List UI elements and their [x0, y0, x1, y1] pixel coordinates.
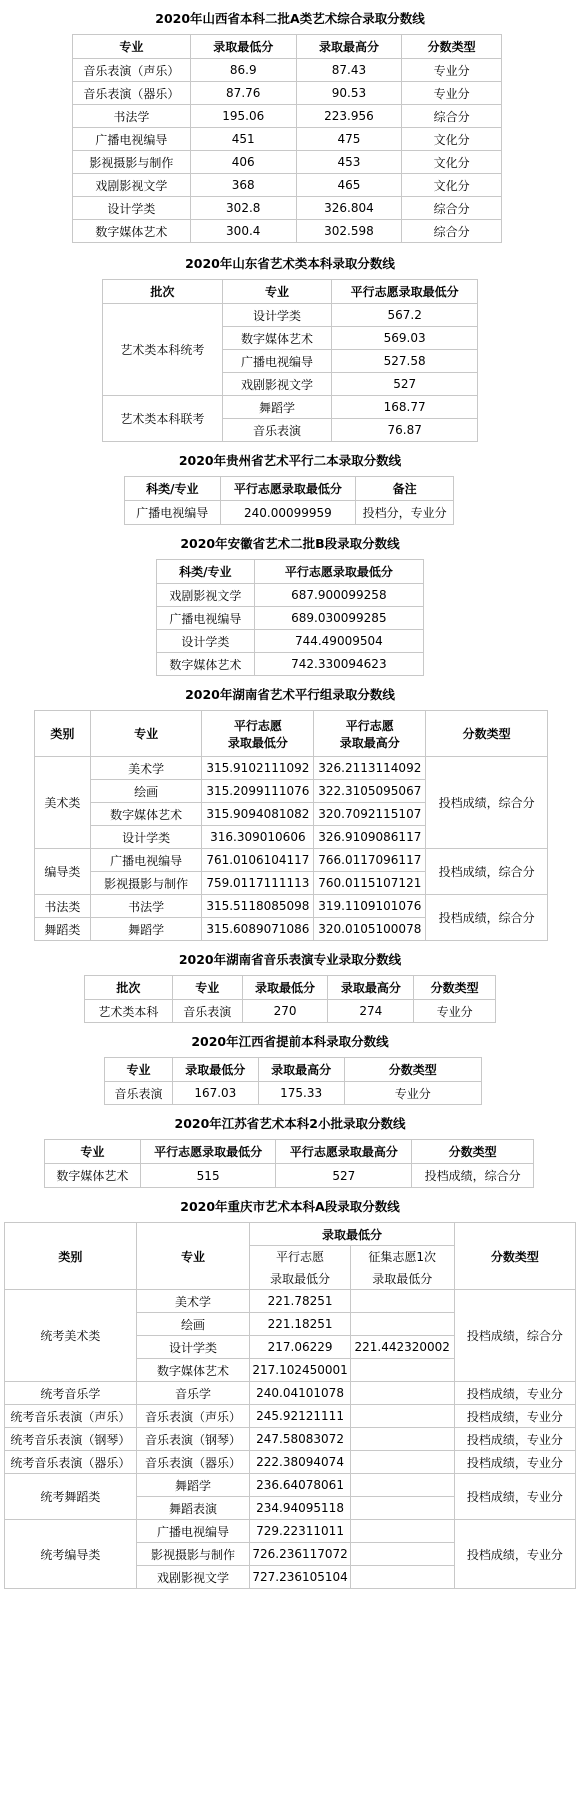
- cell: 音乐表演: [172, 1000, 242, 1023]
- table-row: [73, 151, 502, 174]
- cell: [350, 1382, 454, 1405]
- cell: 320.7092115107: [314, 803, 426, 826]
- table-header-row: [45, 1140, 534, 1164]
- hunan-table: [34, 710, 548, 941]
- cell: 美术学: [90, 757, 202, 780]
- header-cell: 录取最低分: [172, 1058, 258, 1082]
- type-cell: 投档成绩，专业分: [454, 1405, 575, 1428]
- header-cell: 录取最低分: [250, 1223, 454, 1246]
- cell: 综合分: [402, 105, 502, 128]
- header-cell: 分数类型: [402, 35, 502, 59]
- chongqing-table: [4, 1222, 576, 1589]
- header-cell: 录取最低分: [250, 1268, 350, 1290]
- cell: 数字媒体艺术: [157, 653, 255, 676]
- cell: 515: [140, 1164, 276, 1188]
- cell: 744.49009504: [254, 630, 423, 653]
- header-line: 平行志愿: [233, 718, 282, 733]
- table-row: [5, 1451, 576, 1474]
- category-cell: 书法类: [35, 895, 91, 918]
- cell: 音乐表演（声乐）: [73, 59, 191, 82]
- header-cell: 录取最低分: [350, 1268, 454, 1290]
- cell: 465: [296, 174, 402, 197]
- cell: 475: [296, 128, 402, 151]
- jiangsu-table: [44, 1139, 534, 1188]
- cell: 87.43: [296, 59, 402, 82]
- header-cell: 类别: [5, 1223, 137, 1290]
- table-row: [73, 174, 502, 197]
- hunan-music-table: [84, 975, 496, 1023]
- table-title: 2020年贵州省艺术平行二本录取分数线: [178, 453, 402, 468]
- header-cell: 科类/专业: [157, 560, 255, 584]
- table-row: [5, 1382, 576, 1405]
- cell: 数字媒体艺术: [222, 327, 332, 350]
- shandong-table: [102, 279, 478, 442]
- cell: 文化分: [402, 128, 502, 151]
- cell: 87.76: [190, 82, 296, 105]
- cell: 广播电视编导: [136, 1520, 250, 1543]
- cell: 音乐表演（钢琴）: [136, 1428, 250, 1451]
- table-header-row: [157, 560, 424, 584]
- cell: 广播电视编导: [125, 501, 221, 525]
- table-title: 2020年重庆市艺术本科A段录取分数线: [180, 1199, 400, 1214]
- type-cell: 投档成绩，综合分: [426, 895, 548, 941]
- category-cell: 美术类: [35, 757, 91, 849]
- cell: 217.06229: [250, 1336, 350, 1359]
- table-header-row: [103, 280, 478, 304]
- header-cell: 类别: [35, 711, 91, 757]
- cell: 302.8: [190, 197, 296, 220]
- cell: 舞蹈学: [90, 918, 202, 941]
- header-cell: 平行志愿录取最低分: [220, 477, 356, 501]
- cell: 美术学: [136, 1290, 250, 1313]
- cell: 专业分: [344, 1082, 481, 1105]
- header-cell: 平行志愿录取最高分: [276, 1140, 412, 1164]
- cell: [350, 1520, 454, 1543]
- batch-cell: 艺术类本科统考: [103, 304, 223, 396]
- table-title: 2020年江西省提前本科录取分数线: [191, 1034, 389, 1049]
- header-line: 平行志愿: [345, 718, 394, 733]
- type-cell: 投档成绩，综合分: [426, 757, 548, 849]
- table-title: 2020年江苏省艺术本科2小批录取分数线: [174, 1116, 406, 1131]
- table-row: [157, 584, 424, 607]
- cell: 729.22311011: [250, 1520, 350, 1543]
- cell: [350, 1428, 454, 1451]
- cell: 戏剧影视文学: [136, 1566, 250, 1589]
- section-anhui: [0, 525, 580, 676]
- cell: 302.598: [296, 220, 402, 243]
- cell: 240.04101078: [250, 1382, 350, 1405]
- section-jiangsu: [0, 1105, 580, 1188]
- header-cell: 科类/专业: [125, 477, 221, 501]
- table-row: [73, 220, 502, 243]
- type-cell: 投档成绩，综合分: [426, 849, 548, 895]
- table-row: [5, 1405, 576, 1428]
- cell: 319.1109101076: [314, 895, 426, 918]
- cell: 760.0115107121: [314, 872, 426, 895]
- cell: 舞蹈表演: [136, 1497, 250, 1520]
- table-row: [5, 1474, 576, 1497]
- table-row: [5, 1290, 576, 1313]
- cell: 广播电视编导: [222, 350, 332, 373]
- cell: 236.64078061: [250, 1474, 350, 1497]
- table-row: [5, 1428, 576, 1451]
- header-cell: 分数类型: [412, 1140, 534, 1164]
- cell: 戏剧影视文学: [73, 174, 191, 197]
- cell: 175.33: [258, 1082, 344, 1105]
- batch-cell: 艺术类本科联考: [103, 396, 223, 442]
- header-cell: 备注: [356, 477, 454, 501]
- category-cell: 统考舞蹈类: [5, 1474, 137, 1520]
- type-cell: 投档成绩，专业分: [454, 1382, 575, 1405]
- cell: 368: [190, 174, 296, 197]
- section-hunan-music: [0, 941, 580, 1023]
- table-row: [35, 895, 548, 918]
- header-cell: 专业: [172, 976, 242, 1000]
- category-cell: 统考编导类: [5, 1520, 137, 1589]
- cell: 广播电视编导: [157, 607, 255, 630]
- table-row: [103, 304, 478, 327]
- header-cell: 专业: [222, 280, 332, 304]
- type-cell: 投档成绩，专业分: [454, 1474, 575, 1520]
- cell: 音乐学: [136, 1382, 250, 1405]
- header-cell: 平行志愿录取最低分: [254, 560, 423, 584]
- cell: [350, 1290, 454, 1313]
- type-cell: 投档成绩，专业分: [454, 1520, 575, 1589]
- cell: 221.78251: [250, 1290, 350, 1313]
- cell: 167.03: [172, 1082, 258, 1105]
- header-cell: 录取最低分: [242, 976, 328, 1000]
- cell: [350, 1474, 454, 1497]
- cell: 音乐表演（器乐）: [136, 1451, 250, 1474]
- cell: 文化分: [402, 151, 502, 174]
- cell: [350, 1405, 454, 1428]
- cell: 广播电视编导: [73, 128, 191, 151]
- table-row: [73, 128, 502, 151]
- header-cell: [202, 711, 314, 757]
- header-cell: 分数类型: [344, 1058, 481, 1082]
- section-hunan: [0, 676, 580, 941]
- header-cell: 分数类型: [426, 711, 548, 757]
- cell: 217.102450001: [250, 1359, 350, 1382]
- cell: 221.442320002: [350, 1336, 454, 1359]
- cell: 315.6089071086: [202, 918, 314, 941]
- cell: 223.956: [296, 105, 402, 128]
- type-cell: 投档成绩，专业分: [454, 1451, 575, 1474]
- table-header-row: [85, 976, 496, 1000]
- category-cell: 舞蹈类: [35, 918, 91, 941]
- cell: 影视摄影与制作: [136, 1543, 250, 1566]
- category-cell: 统考音乐表演（器乐）: [5, 1451, 137, 1474]
- cell: 326.2113114092: [314, 757, 426, 780]
- cell: 绘画: [90, 780, 202, 803]
- header-cell: 专业: [73, 35, 191, 59]
- cell: 766.0117096117: [314, 849, 426, 872]
- cell: 687.900099258: [254, 584, 423, 607]
- cell: 270: [242, 1000, 328, 1023]
- cell: 245.92121111: [250, 1405, 350, 1428]
- category-cell: 编导类: [35, 849, 91, 895]
- header-cell: 平行志愿录取最低分: [140, 1140, 276, 1164]
- table-row: [105, 1082, 482, 1105]
- table-row: [45, 1164, 534, 1188]
- cell: 274: [328, 1000, 414, 1023]
- cell: 舞蹈学: [136, 1474, 250, 1497]
- header-cell: 平行志愿: [250, 1246, 350, 1268]
- cell: 759.0117111113: [202, 872, 314, 895]
- cell: 书法学: [73, 105, 191, 128]
- cell: 168.77: [332, 396, 478, 419]
- anhui-table: [156, 559, 424, 676]
- category-cell: 统考音乐学: [5, 1382, 137, 1405]
- table-row: [73, 197, 502, 220]
- cell: 绘画: [136, 1313, 250, 1336]
- cell: 761.0106104117: [202, 849, 314, 872]
- cell: 影视摄影与制作: [90, 872, 202, 895]
- cell: 222.38094074: [250, 1451, 350, 1474]
- cell: 数字媒体艺术: [90, 803, 202, 826]
- cell: 舞蹈学: [222, 396, 332, 419]
- cell: 音乐表演（声乐）: [136, 1405, 250, 1428]
- cell: 727.236105104: [250, 1566, 350, 1589]
- cell: 戏剧影视文学: [157, 584, 255, 607]
- cell: 综合分: [402, 197, 502, 220]
- table-row: [5, 1520, 576, 1543]
- table-row: [35, 757, 548, 780]
- cell: 76.87: [332, 419, 478, 442]
- cell: 设计学类: [73, 197, 191, 220]
- cell: 戏剧影视文学: [222, 373, 332, 396]
- table-header-row: [73, 35, 502, 59]
- table-title: 2020年山东省艺术类本科录取分数线: [185, 256, 395, 271]
- table-row: [157, 653, 424, 676]
- header-cell: [314, 711, 426, 757]
- cell: 90.53: [296, 82, 402, 105]
- cell: 726.236117072: [250, 1543, 350, 1566]
- type-cell: 投档成绩，综合分: [454, 1290, 575, 1382]
- cell: 567.2: [332, 304, 478, 327]
- jiangxi-table: [104, 1057, 482, 1105]
- cell: [350, 1359, 454, 1382]
- cell: 221.18251: [250, 1313, 350, 1336]
- cell: 326.804: [296, 197, 402, 220]
- cell: 投档成绩，综合分: [412, 1164, 534, 1188]
- table-row: [35, 849, 548, 872]
- cell: 689.030099285: [254, 607, 423, 630]
- cell: 音乐表演（器乐）: [73, 82, 191, 105]
- table-row: [157, 630, 424, 653]
- cell: 569.03: [332, 327, 478, 350]
- header-cell: 录取最高分: [328, 976, 414, 1000]
- cell: 数字媒体艺术: [45, 1164, 141, 1188]
- table-header-row: [105, 1058, 482, 1082]
- cell: 设计学类: [136, 1336, 250, 1359]
- table-title: 2020年山西省本科二批A类艺术综合录取分数线: [155, 11, 425, 26]
- header-cell: 分数类型: [414, 976, 496, 1000]
- header-cell: 批次: [85, 976, 173, 1000]
- cell: 406: [190, 151, 296, 174]
- table-title: 2020年安徽省艺术二批B段录取分数线: [180, 536, 400, 551]
- cell: 316.309010606: [202, 826, 314, 849]
- cell: [350, 1566, 454, 1589]
- cell: 音乐表演: [105, 1082, 173, 1105]
- cell: 527: [332, 373, 478, 396]
- header-cell: 专业: [45, 1140, 141, 1164]
- header-cell: 录取最高分: [296, 35, 402, 59]
- cell: 专业分: [414, 1000, 496, 1023]
- table-row: [73, 82, 502, 105]
- category-cell: 统考音乐表演（声乐）: [5, 1405, 137, 1428]
- cell: [350, 1313, 454, 1336]
- cell: 音乐表演: [222, 419, 332, 442]
- category-cell: 统考美术类: [5, 1290, 137, 1382]
- table-row: [103, 396, 478, 419]
- cell: [350, 1543, 454, 1566]
- cell: 322.3105095067: [314, 780, 426, 803]
- cell: 综合分: [402, 220, 502, 243]
- header-cell: 征集志愿1次: [350, 1246, 454, 1268]
- cell: 专业分: [402, 59, 502, 82]
- cell: 广播电视编导: [90, 849, 202, 872]
- table-row: [73, 105, 502, 128]
- cell: 453: [296, 151, 402, 174]
- cell: 数字媒体艺术: [136, 1359, 250, 1382]
- cell: 451: [190, 128, 296, 151]
- cell: 投档分，专业分: [356, 501, 454, 525]
- cell: 247.58083072: [250, 1428, 350, 1451]
- guizhou-table: [124, 476, 454, 525]
- cell: 326.9109086117: [314, 826, 426, 849]
- section-shanxi: [0, 0, 580, 243]
- cell: 315.2099111076: [202, 780, 314, 803]
- section-guizhou: [0, 442, 580, 525]
- shanxi-table: [72, 34, 502, 243]
- cell: 742.330094623: [254, 653, 423, 676]
- header-cell: 平行志愿录取最低分: [332, 280, 478, 304]
- cell: 86.9: [190, 59, 296, 82]
- cell: 315.9102111092: [202, 757, 314, 780]
- cell: 320.0105100078: [314, 918, 426, 941]
- cell: 影视摄影与制作: [73, 151, 191, 174]
- cell: 315.9094081082: [202, 803, 314, 826]
- cell: 设计学类: [157, 630, 255, 653]
- cell: 书法学: [90, 895, 202, 918]
- cell: 设计学类: [222, 304, 332, 327]
- cell: 240.00099959: [220, 501, 356, 525]
- cell: 300.4: [190, 220, 296, 243]
- cell: 专业分: [402, 82, 502, 105]
- cell: 设计学类: [90, 826, 202, 849]
- table-row: [73, 59, 502, 82]
- table-header-row: [5, 1223, 576, 1246]
- cell: 文化分: [402, 174, 502, 197]
- section-shandong: [0, 243, 580, 442]
- table-header-row: [35, 711, 548, 757]
- header-cell: 批次: [103, 280, 223, 304]
- table-title: 2020年湖南省艺术平行组录取分数线: [185, 687, 395, 702]
- table-row: [85, 1000, 496, 1023]
- section-jiangxi: [0, 1023, 580, 1105]
- header-cell: 专业: [90, 711, 202, 757]
- table-header-row: [125, 477, 454, 501]
- header-cell: 录取最低分: [190, 35, 296, 59]
- category-cell: 统考音乐表演（钢琴）: [5, 1428, 137, 1451]
- header-cell: 录取最高分: [258, 1058, 344, 1082]
- cell: 527: [276, 1164, 412, 1188]
- table-row: [157, 607, 424, 630]
- header-cell: 专业: [136, 1223, 250, 1290]
- type-cell: 投档成绩，专业分: [454, 1428, 575, 1451]
- table-row: [125, 501, 454, 525]
- cell: 234.94095118: [250, 1497, 350, 1520]
- header-line: 录取最低分: [227, 735, 288, 750]
- cell: 艺术类本科: [85, 1000, 173, 1023]
- section-chongqing: [0, 1188, 580, 1589]
- cell: 195.06: [190, 105, 296, 128]
- header-line: 录取最高分: [339, 735, 400, 750]
- cell: 数字媒体艺术: [73, 220, 191, 243]
- header-cell: 专业: [105, 1058, 173, 1082]
- cell: [350, 1451, 454, 1474]
- header-cell: 分数类型: [454, 1223, 575, 1290]
- cell: 527.58: [332, 350, 478, 373]
- table-title: 2020年湖南省音乐表演专业录取分数线: [178, 952, 402, 967]
- cell: 315.5118085098: [202, 895, 314, 918]
- cell: [350, 1497, 454, 1520]
